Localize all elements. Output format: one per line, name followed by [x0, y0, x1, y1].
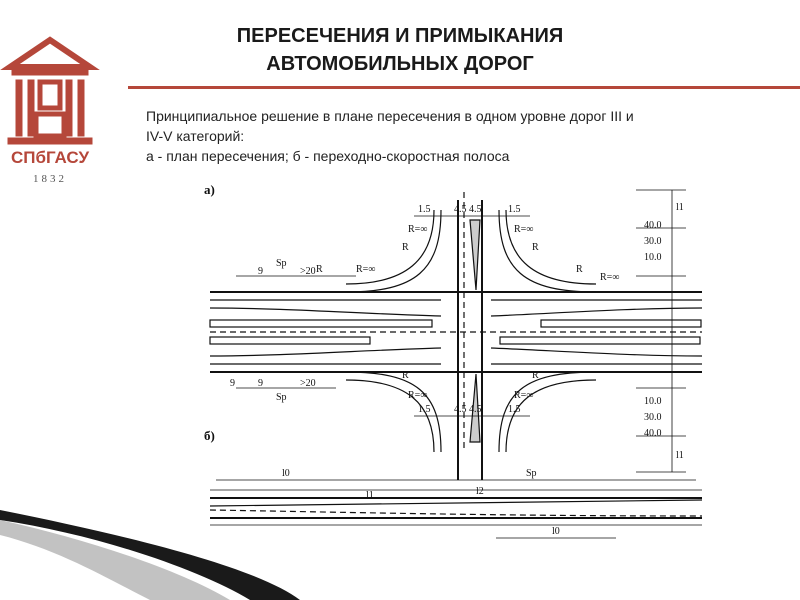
- dim-1-5-bottom-left: 1.5: [418, 404, 431, 415]
- l1-bottom-label: l1: [676, 450, 684, 461]
- caption-line-2: IV-V категорий:: [146, 128, 245, 144]
- dim-10-bottom: 10.0: [644, 396, 662, 407]
- dim-40-bottom: 40.0: [644, 428, 662, 439]
- radius-mid-right: R: [576, 264, 583, 275]
- l1-part-b-label: l1: [366, 490, 374, 501]
- building-emblem: [8, 40, 92, 144]
- gt20-bottom-label: >20: [300, 378, 316, 389]
- caption-line-3: а - план пересечения; б - переходно-скоростная полоса: [146, 148, 510, 164]
- radius-inf-bottom-left: R=∞: [408, 390, 428, 401]
- radius-inf-bottom-right: R=∞: [514, 390, 534, 401]
- l1-top-label: l1: [676, 202, 684, 213]
- dim-1-5-top-right: 1.5: [508, 204, 521, 215]
- dim-10-top: 10.0: [644, 252, 662, 263]
- dim-4-5-bottom: 4.5 4.5: [454, 404, 482, 415]
- main-road: [210, 292, 702, 372]
- decorative-swoosh: [0, 490, 800, 600]
- radius-top-right: R: [532, 242, 539, 253]
- dimension-lines: [236, 190, 686, 472]
- dim-30-top: 30.0: [644, 236, 662, 247]
- dim-30-bottom: 30.0: [644, 412, 662, 423]
- radius-inf-mid-right: R=∞: [600, 272, 620, 283]
- figure-caption: [146, 106, 786, 166]
- radius-bottom-left: R: [402, 370, 409, 381]
- radius-inf-top-right: R=∞: [514, 224, 534, 235]
- sp-top-label: Sp: [276, 258, 287, 269]
- nine-top-label: 9: [258, 266, 263, 277]
- gt20-top-label: >20: [300, 266, 316, 277]
- dim-40-top: 40.0: [644, 220, 662, 231]
- university-logo: [0, 22, 100, 192]
- secondary-road: [458, 192, 482, 480]
- radius-bottom-right: R: [532, 370, 539, 381]
- dim-4-5-top: 4.5 4.5: [454, 204, 482, 215]
- dim-1-5-top-left: 1.5: [418, 204, 431, 215]
- page-title: [150, 22, 650, 78]
- title-line-1: ПЕРЕСЕЧЕНИЯ И ПРИМЫКАНИЯ: [236, 25, 564, 47]
- title-line-2: АВТОМОБИЛЬНЫХ ДОРОГ: [266, 53, 534, 75]
- part-a-label: а): [204, 182, 215, 197]
- sp-part-b-label: Sp: [526, 468, 537, 479]
- nine-bottom-label-2: 9: [258, 378, 263, 389]
- radius-inf-mid-left: R=∞: [356, 264, 376, 275]
- l2-label: l2: [476, 486, 484, 497]
- l0-bottom-label: l0: [552, 526, 560, 537]
- caption-line-1: Принципиальное решение в плане пересечения в одном уровне дорог III и: [146, 108, 634, 124]
- l0-top-label: l0: [282, 468, 290, 479]
- radius-mid-left: R: [316, 264, 323, 275]
- header-divider: [128, 86, 800, 89]
- radius-inf-top-left: R=∞: [408, 224, 428, 235]
- sp-bottom-label: Sp: [276, 392, 287, 403]
- logo-year: 1832: [33, 173, 67, 185]
- dim-1-5-bottom-right: 1.5: [508, 404, 521, 415]
- logo-text: СПбГАСУ: [10, 148, 90, 167]
- radius-top-left: R: [402, 242, 409, 253]
- part-b-label: б): [204, 428, 215, 443]
- nine-bottom-label-1: 9: [230, 378, 235, 389]
